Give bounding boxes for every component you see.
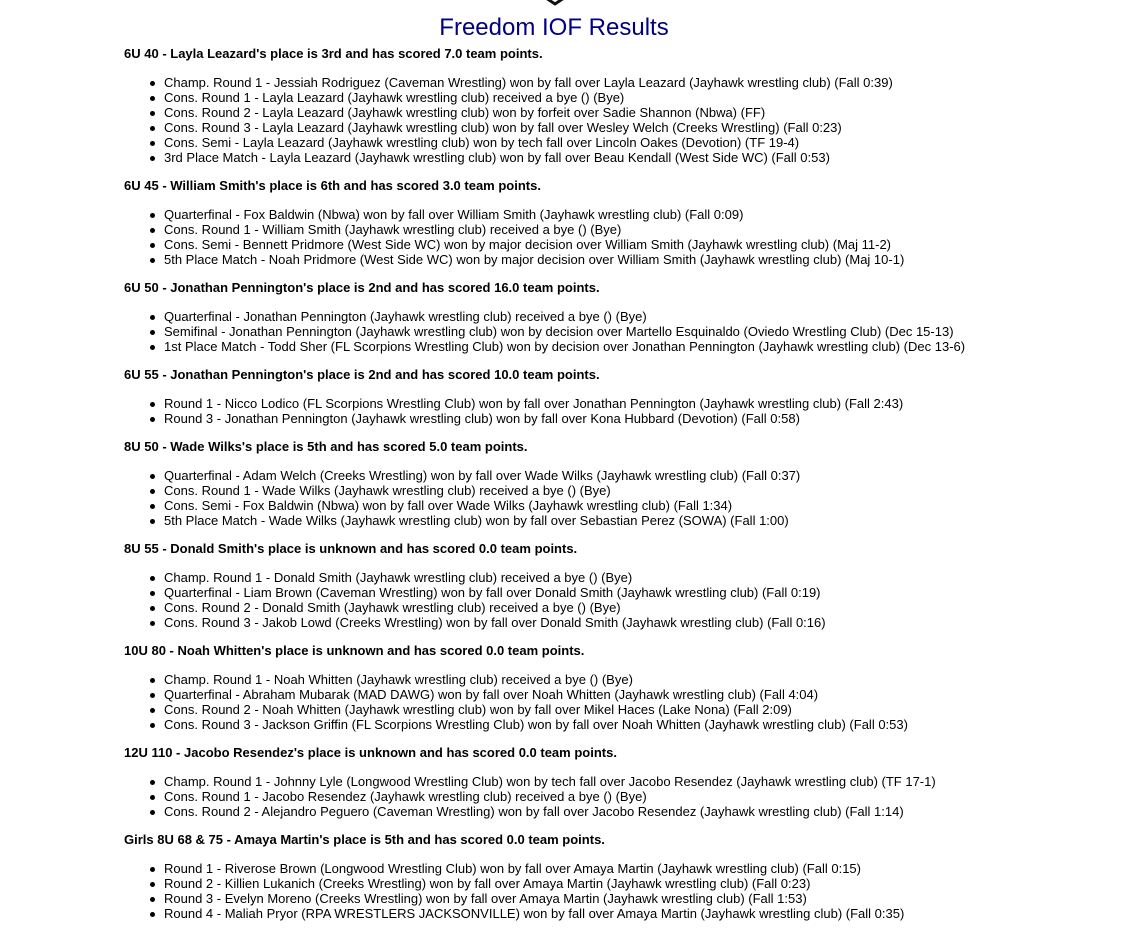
placement-summary: Amaya Martin's place is 5th and has scored 0.0 team points. — [234, 832, 605, 847]
heading-separator: - — [158, 178, 171, 193]
match-result: Round 2 - Killien Lukanich (Creeks Wrestling) won by fall over Amaya Martin (Jayhawk wrestling club) (Fall 0:23) — [164, 876, 1104, 891]
heading-separator: - — [158, 439, 171, 454]
match-result: Cons. Round 1 - Jacobo Resendez (Jayhawk wrestling club) received a bye () (Bye) — [164, 789, 1104, 804]
match-result: Cons. Round 1 - William Smith (Jayhawk wrestling club) received a bye () (Bye) — [164, 222, 1104, 237]
section-heading — [124, 280, 1104, 296]
heading-separator: - — [223, 832, 235, 847]
heading-separator: - — [158, 367, 171, 382]
result-section — [124, 643, 1104, 732]
section-heading — [124, 745, 1104, 761]
logo-chevron-icon — [541, 0, 569, 6]
results-content — [124, 46, 1104, 929]
section-heading — [124, 367, 1104, 383]
match-result: Cons. Semi - Bennett Pridmore (West Side WC) won by major decision over William Smith (Jayhawk wrestling club) (Maj 11-2) — [164, 237, 1104, 252]
placement-summary: Jonathan Pennington's place is 2nd and has scored 10.0 team points. — [170, 367, 600, 382]
match-result: Round 1 - Nicco Lodico (FL Scorpions Wrestling Club) won by fall over Jonathan Pennington (Jayhawk wrestling club) (Fall 2:43) — [164, 396, 1104, 411]
placement-summary: Jacobo Resendez's place is unknown and has scored 0.0 team points. — [184, 745, 617, 760]
match-result: Cons. Round 2 - Donald Smith (Jayhawk wrestling club) received a bye () (Bye) — [164, 600, 1104, 615]
match-list — [124, 774, 1104, 819]
placement-summary: Jonathan Pennington's place is 2nd and has scored 16.0 team points. — [170, 280, 600, 295]
match-result: 5th Place Match - Wade Wilks (Jayhawk wrestling club) won by fall over Sebastian Perez (SOWA) (Fall 1:00) — [164, 513, 1104, 528]
match-result: Cons. Round 1 - Layla Leazard (Jayhawk wrestling club) received a bye () (Bye) — [164, 90, 1104, 105]
page-title: Freedom IOF Results — [439, 14, 669, 41]
match-result: Cons. Round 2 - Alejandro Peguero (Caveman Wrestling) won by fall over Jacobo Resendez (Jayhawk wrestling club) (Fall 1:14) — [164, 804, 1104, 819]
match-result: Quarterfinal - Liam Brown (Caveman Wrestling) won by fall over Donald Smith (Jayhawk wrestling club) (Fall 0:19) — [164, 585, 1104, 600]
result-section — [124, 280, 1104, 354]
match-result: Cons. Semi - Layla Leazard (Jayhawk wrestling club) won by tech fall over Lincoln Oakes (Devotion) (TF 19-4) — [164, 135, 1104, 150]
result-section — [124, 367, 1104, 426]
weight-class: 10U 80 — [124, 643, 166, 658]
match-list — [124, 861, 1104, 921]
weight-class: 6U 40 — [124, 46, 159, 61]
weight-class: 6U 50 — [124, 280, 159, 295]
match-result: Champ. Round 1 - Johnny Lyle (Longwood Wrestling Club) won by tech fall over Jacobo Resendez (Jayhawk wrestling club) (TF 17-1) — [164, 774, 1104, 789]
match-result: Cons. Round 3 - Jackson Griffin (FL Scorpions Wrestling Club) won by fall over Noah Whitten (Jayhawk wrestling club) (Fall 0:53) — [164, 717, 1104, 732]
match-result: 5th Place Match - Noah Pridmore (West Side WC) won by major decision over William Smith (Jayhawk wrestling club) (Maj 10-1) — [164, 252, 1104, 267]
match-result: Round 3 - Jonathan Pennington (Jayhawk wrestling club) won by fall over Kona Hubbard (Devotion) (Fall 0:58) — [164, 411, 1104, 426]
weight-class: 8U 55 — [124, 541, 159, 556]
match-list — [124, 570, 1104, 630]
match-result: Quarterfinal - Adam Welch (Creeks Wrestling) won by fall over Wade Wilks (Jayhawk wrestling club) (Fall 0:37) — [164, 468, 1104, 483]
match-result: Quarterfinal - Fox Baldwin (Nbwa) won by fall over William Smith (Jayhawk wrestling club) (Fall 0:09) — [164, 207, 1104, 222]
result-section — [124, 832, 1104, 921]
match-result: Cons. Semi - Fox Baldwin (Nbwa) won by fall over Wade Wilks (Jayhawk wrestling club) (Fall 1:34) — [164, 498, 1104, 513]
match-list — [124, 207, 1104, 267]
match-result: 1st Place Match - Todd Sher (FL Scorpions Wrestling Club) won by decision over Jonathan Pennington (Jayhawk wrestling club) (Dec 13-6) — [164, 339, 1104, 354]
weight-class: 8U 50 — [124, 439, 159, 454]
result-section — [124, 178, 1104, 267]
section-heading — [124, 46, 1104, 62]
section-heading — [124, 832, 1104, 848]
match-list — [124, 309, 1104, 354]
heading-separator: - — [158, 541, 171, 556]
result-section — [124, 46, 1104, 165]
heading-separator: - — [158, 280, 171, 295]
result-section — [124, 745, 1104, 819]
placement-summary: William Smith's place is 6th and has scored 3.0 team points. — [170, 178, 541, 193]
match-result: Round 4 - Maliah Pryor (RPA WRESTLERS JACKSONVILLE) won by fall over Amaya Martin (Jayhawk wrestling club) (Fall 0:35) — [164, 906, 1104, 921]
match-result: Cons. Round 3 - Layla Leazard (Jayhawk wrestling club) won by fall over Wesley Welch (Creeks Wrestling) (Fall 0:23) — [164, 120, 1104, 135]
match-list — [124, 75, 1104, 165]
section-heading — [124, 541, 1104, 557]
placement-summary: Wade Wilks's place is 5th and has scored 5.0 team points. — [170, 439, 528, 454]
match-result: Champ. Round 1 - Jessiah Rodriguez (Caveman Wrestling) won by fall over Layla Leazard (Jayhawk wrestling club) (Fall 0:39) — [164, 75, 1104, 90]
section-heading — [124, 178, 1104, 194]
weight-class: 6U 45 — [124, 178, 159, 193]
result-section — [124, 541, 1104, 630]
match-result: Cons. Round 3 - Jakob Lowd (Creeks Wrestling) won by fall over Donald Smith (Jayhawk wrestling club) (Fall 0:16) — [164, 615, 1104, 630]
match-result: Round 3 - Evelyn Moreno (Creeks Wrestling) won by fall over Amaya Martin (Jayhawk wrestling club) (Fall 1:53) — [164, 891, 1104, 906]
match-result: Semifinal - Jonathan Pennington (Jayhawk wrestling club) won by decision over Martello Esquinaldo (Oviedo Wrestling Club) (Dec 15-13) — [164, 324, 1104, 339]
placement-summary: Donald Smith's place is unknown and has scored 0.0 team points. — [170, 541, 578, 556]
match-result: Champ. Round 1 - Donald Smith (Jayhawk wrestling club) received a bye () (Bye) — [164, 570, 1104, 585]
section-heading — [124, 439, 1104, 455]
heading-separator: - — [158, 46, 171, 61]
match-list — [124, 672, 1104, 732]
placement-summary: Noah Whitten's place is unknown and has scored 0.0 team points. — [177, 643, 585, 658]
match-result: Cons. Round 1 - Wade Wilks (Jayhawk wrestling club) received a bye () (Bye) — [164, 483, 1104, 498]
weight-class: 12U 110 — [124, 745, 173, 760]
match-list — [124, 396, 1104, 426]
match-result: Quarterfinal - Jonathan Pennington (Jayhawk wrestling club) received a bye () (Bye) — [164, 309, 1104, 324]
weight-class: Girls 8U 68 & 75 — [124, 832, 223, 847]
placement-summary: Layla Leazard's place is 3rd and has scored 7.0 team points. — [170, 46, 543, 61]
match-list — [124, 468, 1104, 528]
result-section — [124, 439, 1104, 528]
match-result: Cons. Round 2 - Noah Whitten (Jayhawk wrestling club) won by fall over Mikel Haces (Lake Nona) (Fall 2:09) — [164, 702, 1104, 717]
section-heading — [124, 643, 1104, 659]
match-result: Champ. Round 1 - Noah Whitten (Jayhawk wrestling club) received a bye () (Bye) — [164, 672, 1104, 687]
match-result: Round 1 - Riverose Brown (Longwood Wrestling Club) won by fall over Amaya Martin (Jayhawk wrestling club) (Fall 0:15) — [164, 861, 1104, 876]
weight-class: 6U 55 — [124, 367, 159, 382]
match-result: 3rd Place Match - Layla Leazard (Jayhawk wrestling club) won by fall over Beau Kendall (West Side WC) (Fall 0:53) — [164, 150, 1104, 165]
heading-separator: - — [172, 745, 184, 760]
match-result: Quarterfinal - Abraham Mubarak (MAD DAWG) won by fall over Noah Whitten (Jayhawk wrestling club) (Fall 4:04) — [164, 687, 1104, 702]
match-result: Cons. Round 2 - Layla Leazard (Jayhawk wrestling club) won by forfeit over Sadie Shannon (Nbwa) (FF) — [164, 105, 1104, 120]
heading-separator: - — [165, 643, 178, 658]
